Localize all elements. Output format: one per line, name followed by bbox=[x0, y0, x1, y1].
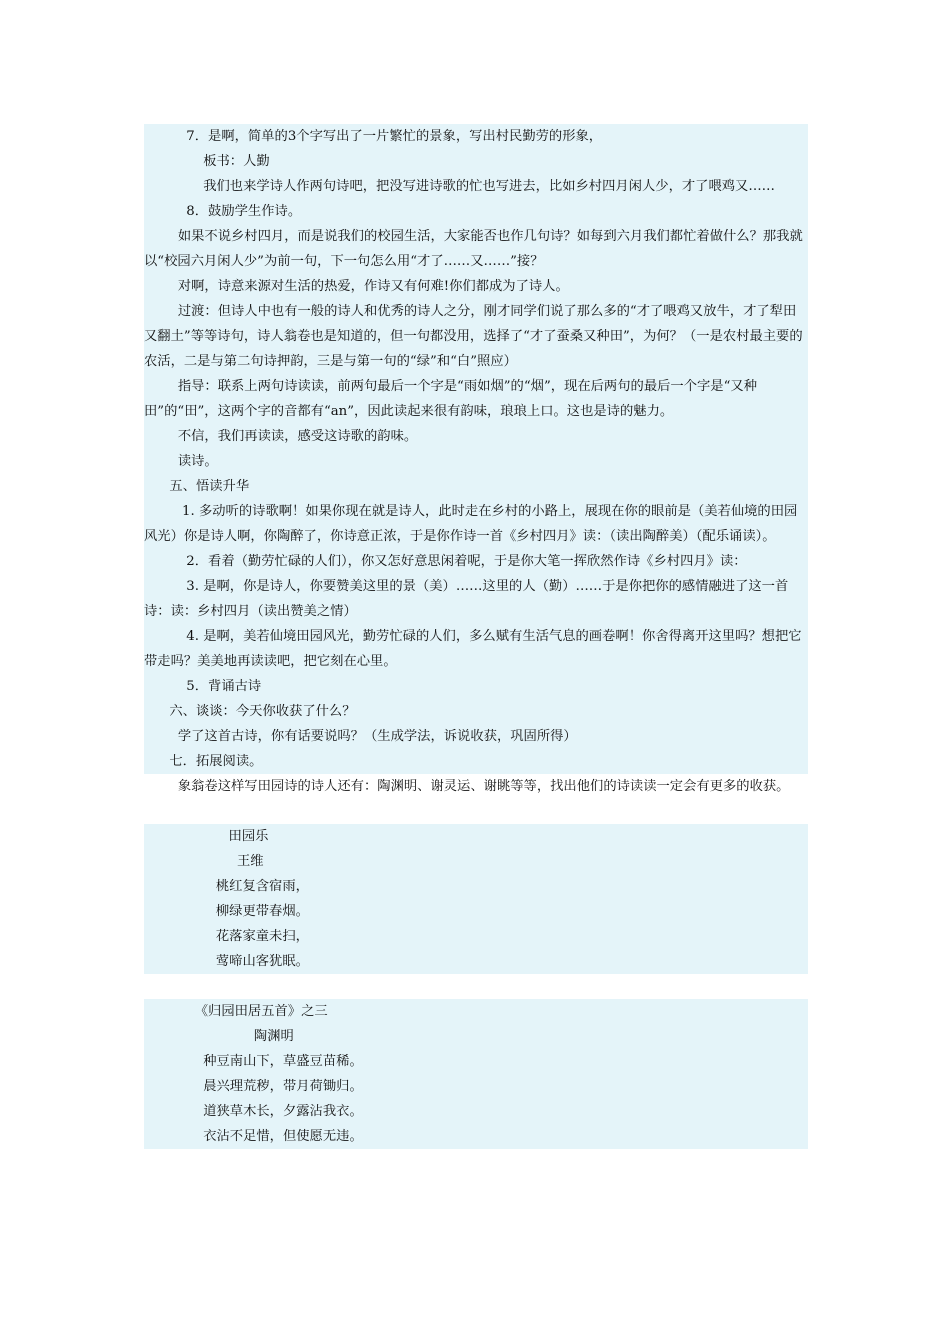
poem-title: 田园乐 bbox=[144, 824, 808, 849]
poem-line: 道狭草木长，夕露沾我衣。 bbox=[144, 1099, 808, 1124]
paragraph: 指导：联系上两句诗读读，前两句最后一个字是“雨如烟”的“烟”，现在后两句的最后一个字是“又种田”的“田”，这两个字的音都有“an”，因此读起来很有韵味，琅琅上口。这也是诗的魅力。 bbox=[144, 374, 808, 424]
paragraph: 5．背诵古诗 bbox=[144, 674, 808, 699]
poem-line: 晨兴理荒秽，带月荷锄归。 bbox=[144, 1074, 808, 1099]
poem-line: 莺啼山客犹眠。 bbox=[144, 949, 808, 974]
paragraph: 4. 是啊，美若仙境田园风光，勤劳忙碌的人们，多么赋有生活气息的画卷啊！你舍得离开这里吗？想把它带走吗？美美地再读读吧，把它刻在心里。 bbox=[144, 624, 808, 674]
section-heading: 五、悟读升华 bbox=[144, 474, 808, 499]
paragraph: 板书：人勤 bbox=[144, 149, 808, 174]
paragraph: 如果不说乡村四月，而是说我们的校园生活，大家能否也作几句诗？如每到六月我们都忙着做什么？那我就以“校园六月闲人少”为前一句，下一句怎么用“才了……又……”接？ bbox=[144, 224, 808, 274]
poem-line: 种豆南山下，草盛豆苗稀。 bbox=[144, 1049, 808, 1074]
paragraph: 象翁卷这样写田园诗的诗人还有：陶渊明、谢灵运、谢眺等等，找出他们的诗读读一定会有更多的收获。 bbox=[144, 779, 790, 794]
poem-line: 桃红复含宿雨， bbox=[144, 874, 808, 899]
section-heading: 七．拓展阅读。 bbox=[144, 749, 808, 774]
paragraph: 7．是啊，简单的3个字写出了一片繁忙的景象，写出村民勤劳的形象， bbox=[144, 124, 808, 149]
poem-line: 衣沾不足惜，但使愿无违。 bbox=[144, 1124, 808, 1149]
document-page bbox=[144, 124, 808, 1149]
poem-title: 《归园田居五首》之三 bbox=[144, 999, 808, 1024]
paragraph: 我们也来学诗人作两句诗吧，把没写进诗歌的忙也写进去，比如乡村四月闲人少，才了喂鸡又…… bbox=[144, 174, 808, 199]
paragraph: 1. 多动听的诗歌啊！如果你现在就是诗人，此时走在乡村的小路上，展现在你的眼前是（美若仙境的田园风光）你是诗人啊，你陶醉了，你诗意正浓，于是你作诗一首《乡村四月》读：（读出陶醉美）（配乐诵读）。 bbox=[144, 499, 808, 549]
blank-line bbox=[144, 974, 808, 999]
paragraph: 3. 是啊，你是诗人，你要赞美这里的景（美）……这里的人（勤）……于是你把你的感情融进了这一首诗：读：乡村四月（读出赞美之情） bbox=[144, 574, 808, 624]
poem-line: 柳绿更带春烟。 bbox=[144, 899, 808, 924]
paragraph: 过渡：但诗人中也有一般的诗人和优秀的诗人之分，刚才同学们说了那么多的“才了喂鸡又放牛，才了犁田又翻土”等等诗句，诗人翁卷也是知道的，但一句都没用，选择了“才了蚕桑又种田”，为何？（一是农村最主要的农活，二是与第二句诗押韵，三是与第一句的“绿”和“白”照应） bbox=[144, 299, 808, 374]
poem-author: 陶渊明 bbox=[144, 1024, 808, 1049]
section-heading: 六、谈谈：今天你收获了什么？ bbox=[144, 699, 808, 724]
poem-author: 王维 bbox=[144, 849, 808, 874]
poem-line: 花落家童未扫， bbox=[144, 924, 808, 949]
paragraph: 8．鼓励学生作诗。 bbox=[144, 199, 808, 224]
paragraph: 读诗。 bbox=[144, 449, 808, 474]
paragraph: 不信，我们再读读，感受这诗歌的韵味。 bbox=[144, 424, 808, 449]
blank-line bbox=[144, 799, 808, 824]
paragraph: 2．看着（勤劳忙碌的人们），你又怎好意思闲着呢，于是你大笔一挥欣然作诗《乡村四月》读： bbox=[144, 549, 808, 574]
paragraph: 学了这首古诗，你有话要说吗？（生成学法，诉说收获，巩固所得） bbox=[144, 724, 808, 749]
paragraph: 对啊，诗意来源对生活的热爱，作诗又有何难!你们都成为了诗人。 bbox=[144, 274, 808, 299]
